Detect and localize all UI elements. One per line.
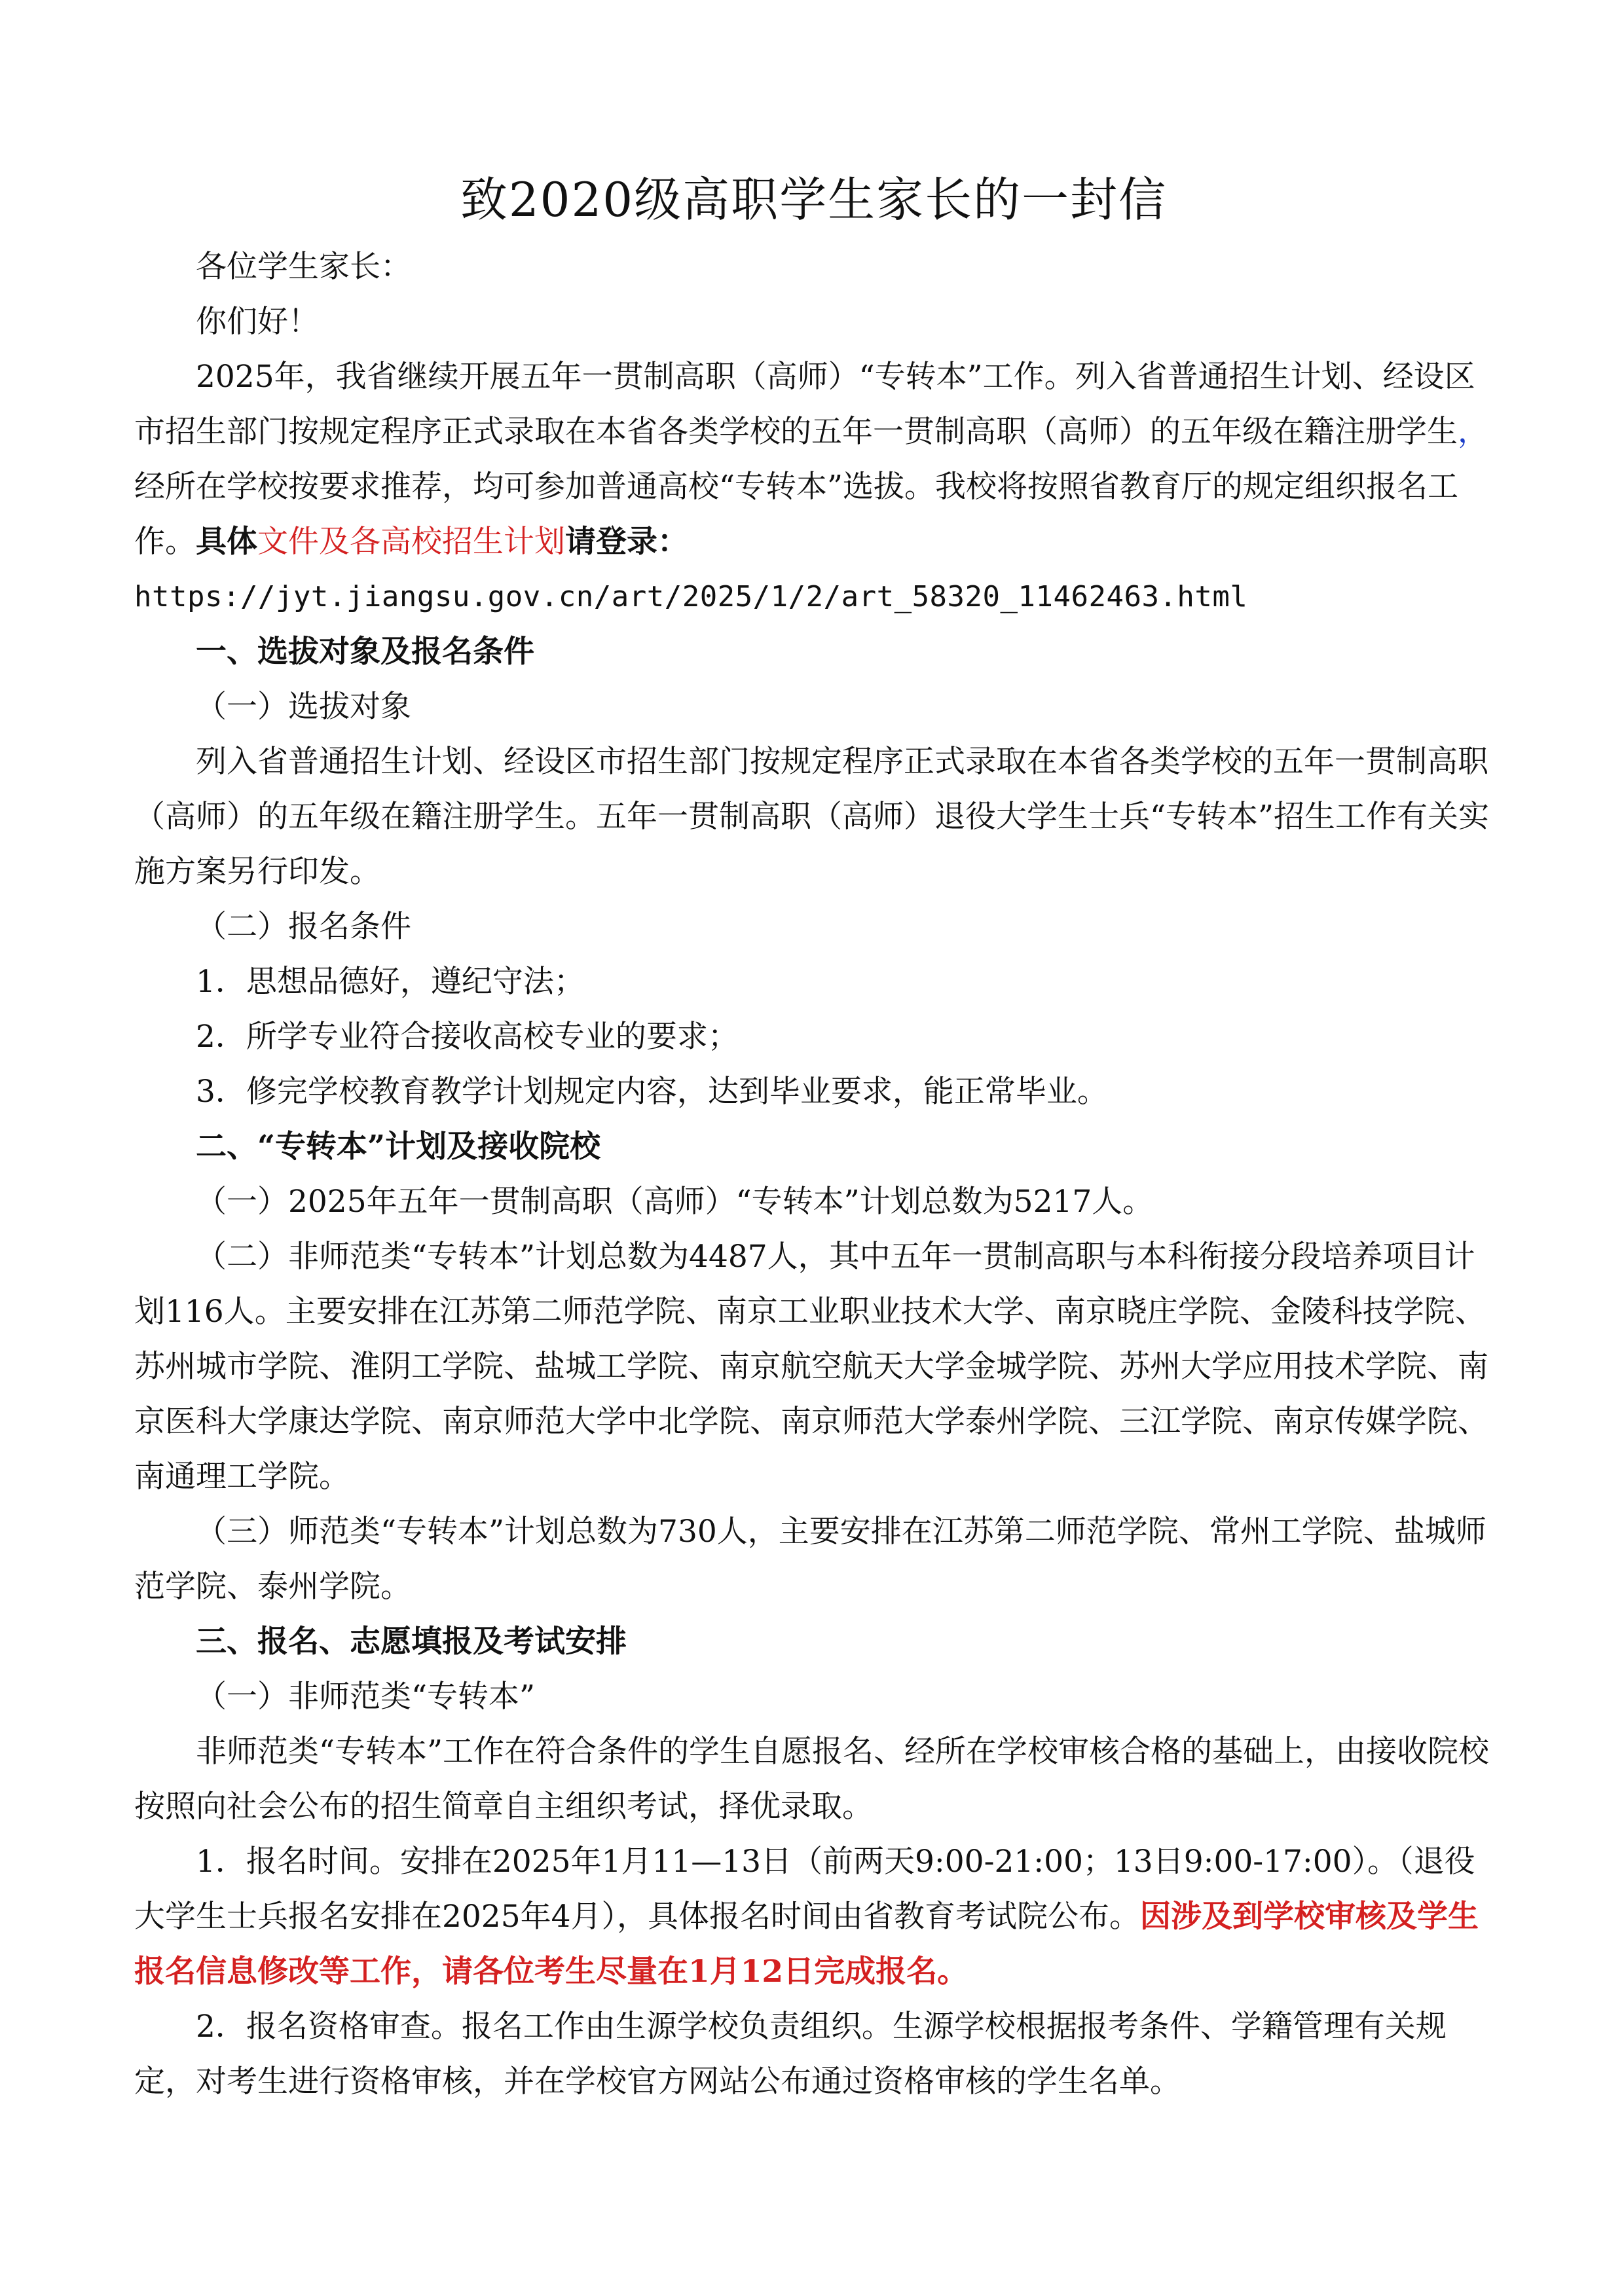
salutation: 各位学生家长： bbox=[196, 249, 411, 285]
section2-heading: 二、“专转本”计划及接收院校 bbox=[196, 1129, 601, 1165]
qualification-review-paragraph: 2．报名资格审查。报名工作由生源学校负责组织。生源学校根据报考条件、学籍管理有关规定，对考生进行资格审核，并在学校官方网站公布通过资格审核的学生名单。 bbox=[134, 2009, 1447, 2100]
intro-lead: 具体 bbox=[196, 524, 257, 560]
registration-time-paragraph bbox=[134, 1834, 1493, 1999]
intro-comma: ， bbox=[1458, 414, 1488, 450]
intro-tail: 请登录： bbox=[565, 524, 688, 560]
section1-sub2: （二）报名条件 bbox=[196, 909, 411, 945]
section2-p3: （三）师范类“专转本”计划总数为730人，主要安排在江苏第二师范学院、常州工学院、盐城师范学院、泰州学院。 bbox=[134, 1514, 1486, 1605]
intro-paragraph bbox=[134, 350, 1493, 570]
section3-sub1-text: 非师范类“专转本”工作在符合条件的学生自愿报名、经所在学校审核合格的基础上，由接收院校按照向社会公布的招生简章自主组织考试，择优录取。 bbox=[134, 1734, 1490, 1825]
condition-item: 3．修完学校教育教学计划规定内容，达到毕业要求，能正常毕业。 bbox=[196, 1074, 1108, 1110]
intro-highlight: 文件及各高校招生计划 bbox=[257, 524, 565, 560]
greeting: 你们好！ bbox=[196, 304, 319, 340]
letter-title: 致2020级高职学生家长的一封信 bbox=[460, 172, 1168, 227]
section1-sub1-text: 列入省普通招生计划、经设区市招生部门按规定程序正式录取在本省各类学校的五年一贯制高职（高师）的五年级在籍注册学生。五年一贯制高职（高师）退役大学生士兵“专转本”招生工作有关实施方案另行印发。 bbox=[134, 744, 1490, 890]
policy-url-link[interactable]: https://jyt.jiangsu.gov.cn/art/2025/1/2/art_58320_11462463.html bbox=[134, 580, 1248, 613]
intro-text-2: 经所在学校按要求推荐，均可参加普通高校“专转本”选拔。我校将按照省教育厅的规定组织报名工作。 bbox=[134, 469, 1459, 560]
section2-p2: （二）非师范类“专转本”计划总数为4487人，其中五年一贯制高职与本科衔接分段培养项目计划116人。主要安排在江苏第二师范学院、南京工业职业技术大学、南京晓庄学院、金陵科技学院、苏州城市学院、淮阴工学院、盐城工学院、南京航空航天大学金城学院、苏州大学应用技术学院、南京医科大学康达学院、南京师范大学中北学院、南京师范大学泰州学院、三江学院、南京传媒学院、南通理工学院。 bbox=[134, 1239, 1488, 1495]
section1-sub1: （一）选拔对象 bbox=[196, 689, 411, 725]
section1-heading: 一、选拔对象及报名条件 bbox=[196, 634, 534, 670]
condition-item: 2．所学专业符合接收高校专业的要求； bbox=[196, 1019, 739, 1055]
section3-sub1: （一）非师范类“专转本” bbox=[196, 1679, 536, 1715]
registration-notice: 因涉及到学校审核及学生报名信息修改等工作，请各位考生尽量在1月12日完成报名。 bbox=[134, 1899, 1479, 1990]
condition-item: 1．思想品德好，遵纪守法； bbox=[196, 964, 585, 1000]
section3-heading: 三、报名、志愿填报及考试安排 bbox=[196, 1624, 627, 1660]
registration-time-text: 1．报名时间。安排在2025年1月11—13日（前两天9:00-21:00；13日9:00-17:00）。（退役大学生士兵报名安排在2025年4月），具体报名时间由省教育考试院公布。 bbox=[134, 1844, 1475, 1935]
section2-p1: （一）2025年五年一贯制高职（高师）“专转本”计划总数为5217人。 bbox=[196, 1184, 1154, 1220]
intro-text: 2025年，我省继续开展五年一贯制高职（高师）“专转本”工作。列入省普通招生计划、经设区市招生部门按规定程序正式录取在本省各类学校的五年一贯制高职（高师）的五年级在籍注册学生 bbox=[134, 359, 1475, 450]
